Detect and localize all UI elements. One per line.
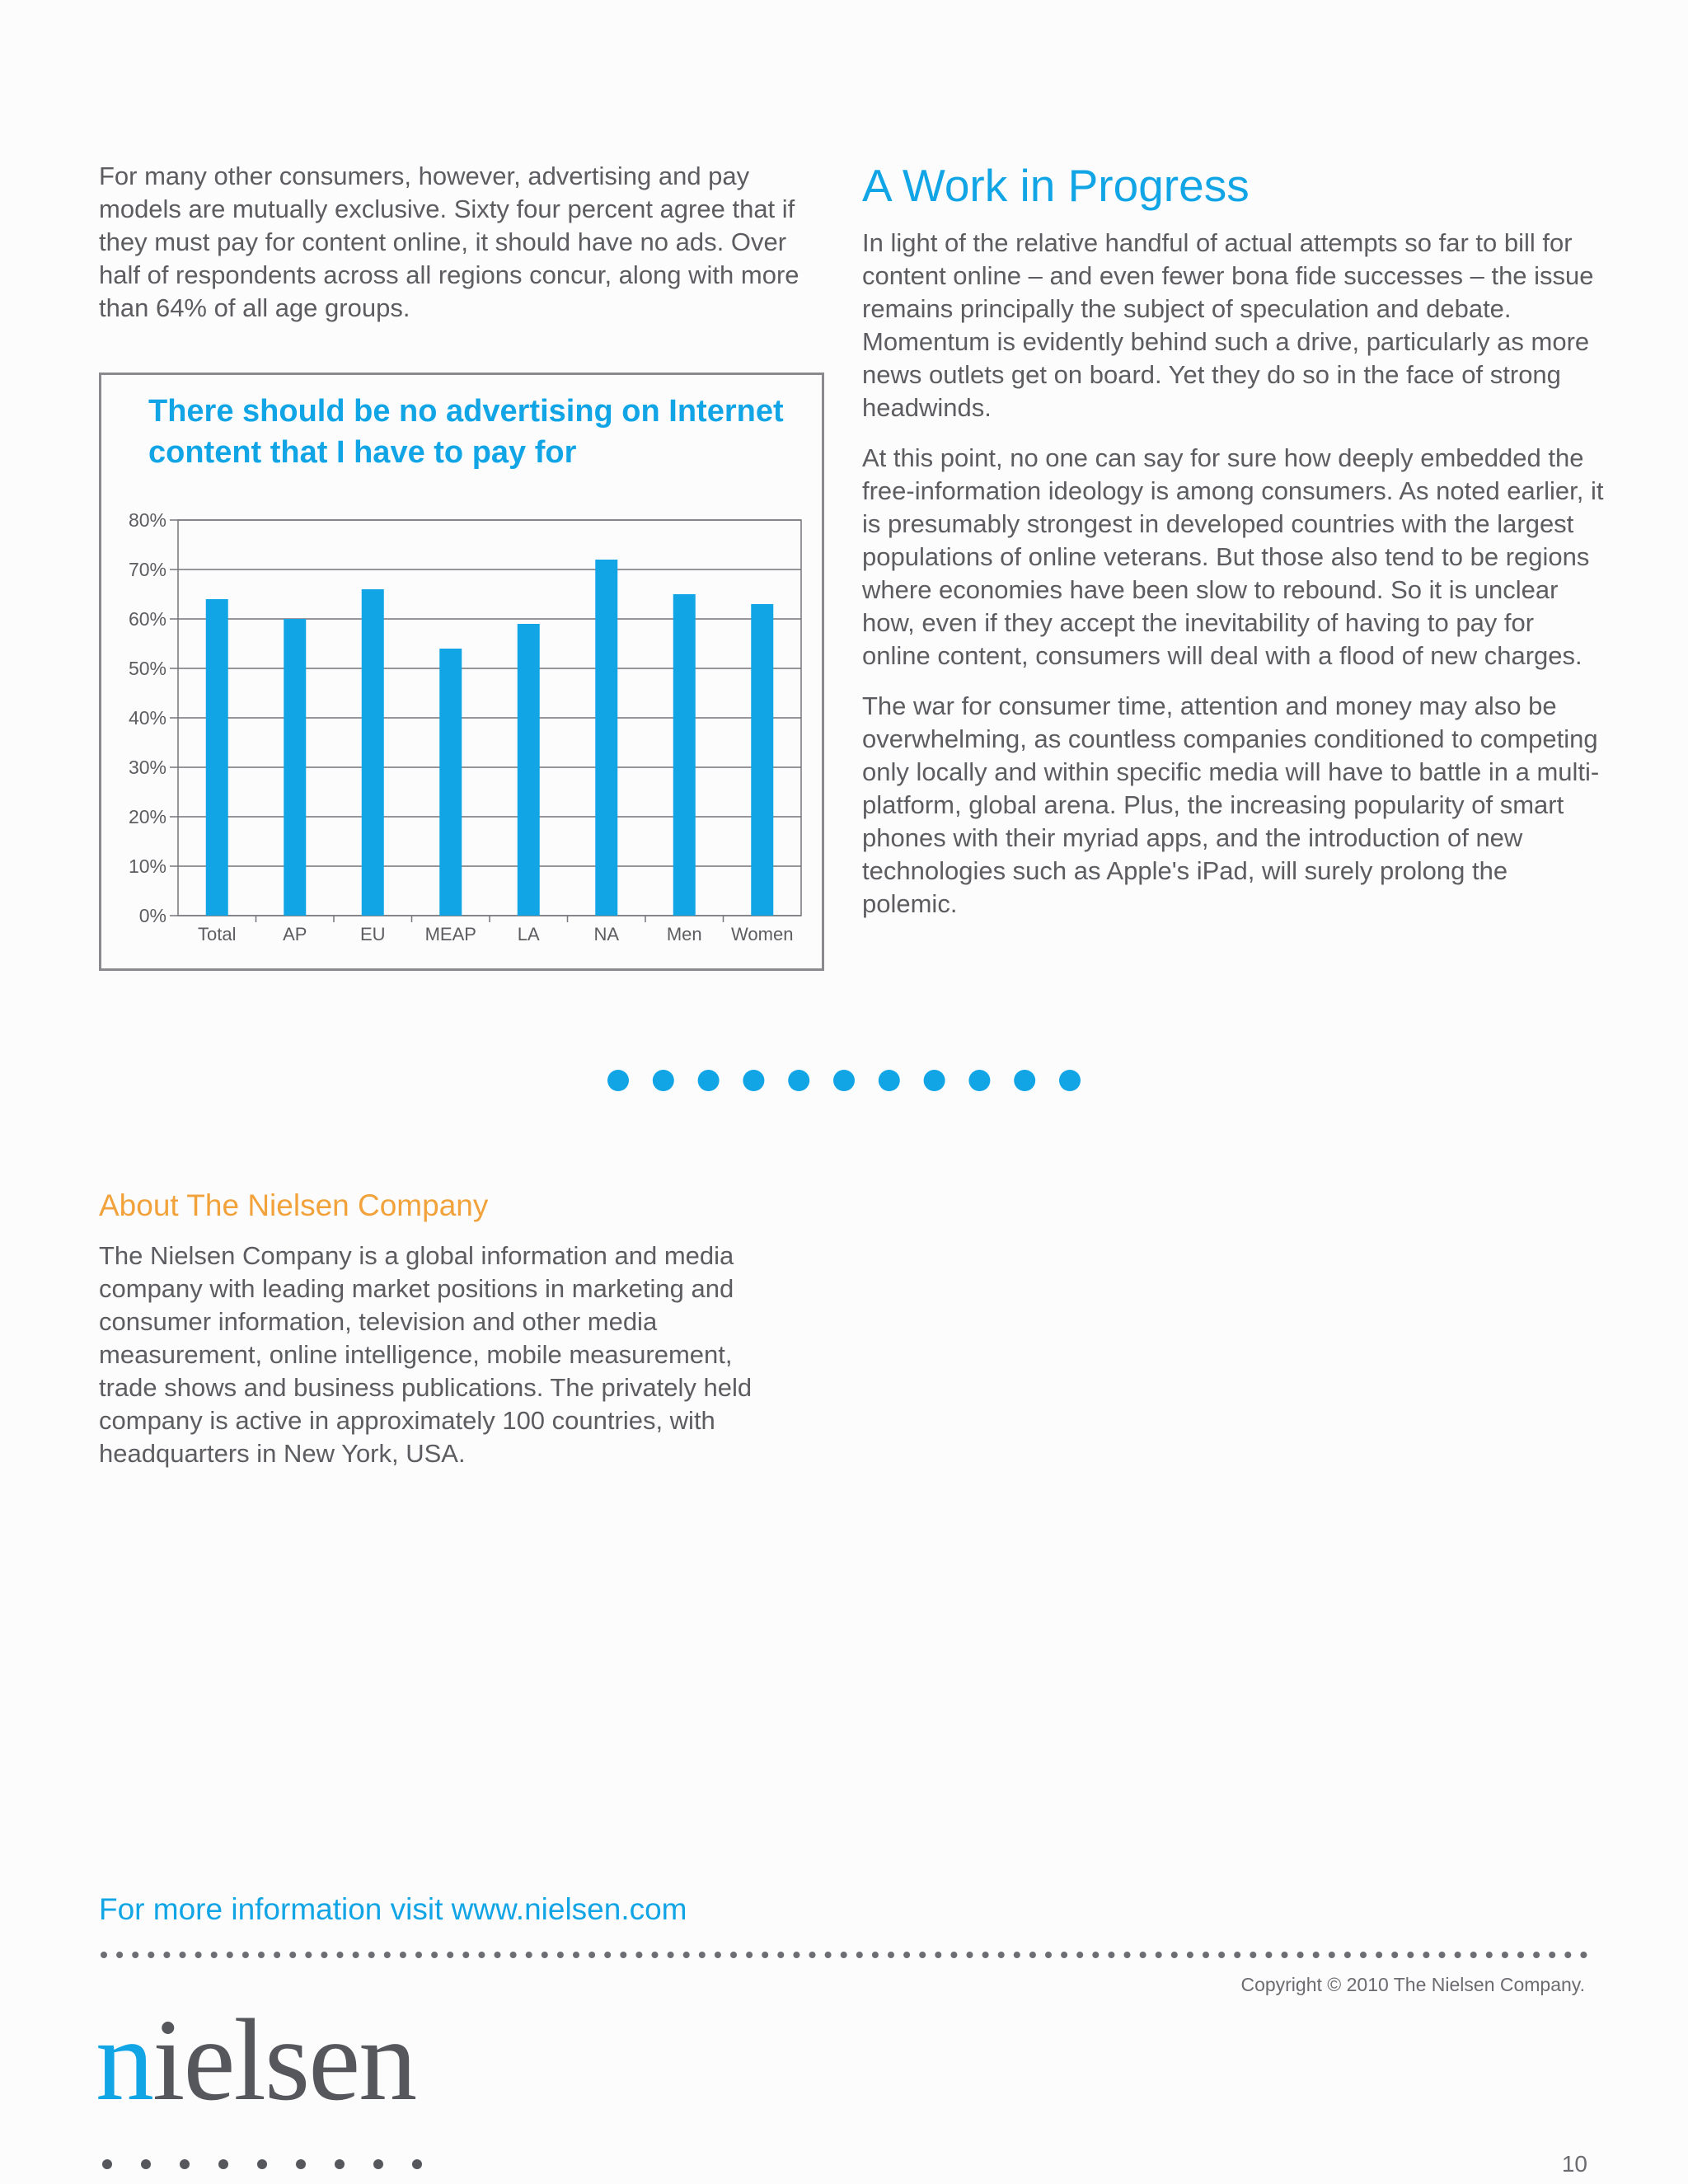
- rule-dot: [825, 1952, 832, 1958]
- y-tick-label: 10%: [128, 855, 166, 877]
- rule-dot: [211, 1952, 218, 1958]
- rule-dot: [1533, 1952, 1540, 1958]
- logo-dot: [102, 2159, 112, 2169]
- rule-dot: [510, 1952, 517, 1958]
- y-tick-label: 80%: [128, 509, 166, 531]
- rule-dot: [635, 1952, 642, 1958]
- logo-dot: [141, 2159, 151, 2169]
- rule-dot: [935, 1952, 941, 1958]
- divider-dot: [833, 1070, 855, 1091]
- x-tick-label: EU: [359, 924, 386, 944]
- rule-dot: [274, 1952, 280, 1958]
- divider-dot: [968, 1070, 990, 1091]
- rule-dot: [1455, 1952, 1461, 1958]
- rule-dot: [1156, 1952, 1162, 1958]
- rule-dot: [620, 1952, 626, 1958]
- rule-dot: [1014, 1952, 1020, 1958]
- rule-dot: [1108, 1952, 1114, 1958]
- rule-dot: [1234, 1952, 1240, 1958]
- about-heading: About The Nielsen Company: [99, 1188, 489, 1222]
- footer-dotted-rule: [99, 1950, 1587, 1960]
- rule-dot: [1282, 1952, 1288, 1958]
- rule-dot: [132, 1952, 138, 1958]
- divider-dot: [788, 1070, 809, 1091]
- rule-dot: [1360, 1952, 1367, 1958]
- rule-dot: [258, 1952, 265, 1958]
- copyright-notice: Copyright © 2010 The Nielsen Company.: [1240, 1974, 1585, 1995]
- y-tick-label: 70%: [128, 559, 166, 580]
- rule-dot: [573, 1952, 579, 1958]
- rule-dot: [604, 1952, 611, 1958]
- rule-dot: [1502, 1952, 1508, 1958]
- rule-dot: [1029, 1952, 1036, 1958]
- rule-dot: [1203, 1952, 1209, 1958]
- x-tick-label: AP: [283, 924, 307, 944]
- divider-dot: [653, 1070, 674, 1091]
- rule-dot: [762, 1952, 768, 1958]
- rule-dot: [888, 1952, 894, 1958]
- rule-dot: [903, 1952, 910, 1958]
- rule-dot: [1313, 1952, 1320, 1958]
- rule-dot: [683, 1952, 690, 1958]
- rule-dot: [1344, 1952, 1351, 1958]
- rule-dot: [1265, 1952, 1272, 1958]
- rule-dot: [431, 1952, 438, 1958]
- rule-dot: [462, 1952, 469, 1958]
- rule-dot: [668, 1952, 674, 1958]
- divider-dot: [698, 1070, 720, 1091]
- rule-dot: [841, 1952, 847, 1958]
- rule-dot: [116, 1952, 123, 1958]
- bar-women: [751, 604, 773, 916]
- rule-dot: [1171, 1952, 1178, 1958]
- rule-dot: [1187, 1952, 1193, 1958]
- rule-dot: [1218, 1952, 1225, 1958]
- divider-dot: [879, 1070, 900, 1091]
- rule-dot: [1407, 1952, 1414, 1958]
- divider-dot: [1059, 1070, 1081, 1091]
- rule-dot: [242, 1952, 249, 1958]
- rule-dot: [1061, 1952, 1067, 1958]
- y-tick-label: 30%: [128, 757, 166, 778]
- y-tick-label: 50%: [128, 658, 166, 679]
- rule-dot: [1045, 1952, 1052, 1958]
- rule-dot: [777, 1952, 784, 1958]
- bar-chart: [99, 494, 824, 956]
- work-in-progress-paragraph-2: At this point, no one can say for sure how deeply embedded the free-information ideology is among consumers. As noted earlier, it is presumably strongest in developed countries with the largest populations of online veterans. But those also tend to be regions where economies have been slow to rebound. So it is unclear how, even if they accept the inevitability of having to pay for online content, consumers will deal with a flood of new charges.: [862, 443, 1604, 670]
- rule-dot: [652, 1952, 659, 1958]
- work-in-progress-paragraph-3: The war for consumer time, attention and money may also be overwhelming, as countless companies conditioned to competing only locally and within specific media will have to battle in a multi-platform, global arena. Plus, the increasing popularity of smart phones with their myriad apps, and the introduction of new technologies such as Apple's iPad, will surely prolong the polemic.: [862, 691, 1600, 918]
- logo-dot: [412, 2159, 422, 2169]
- rule-dot: [321, 1952, 327, 1958]
- bar-eu: [362, 589, 384, 916]
- logo-dot: [335, 2159, 345, 2169]
- rule-dot: [1124, 1952, 1131, 1958]
- logo-dot: [296, 2159, 306, 2169]
- divider-dot: [924, 1070, 945, 1091]
- rule-dot: [1092, 1952, 1099, 1958]
- rule-dot: [180, 1952, 186, 1958]
- rule-dot: [1391, 1952, 1398, 1958]
- rule-dot: [1297, 1952, 1304, 1958]
- rule-dot: [1580, 1952, 1587, 1958]
- rule-dot: [793, 1952, 799, 1958]
- logo-dot: [218, 2159, 228, 2169]
- rule-dot: [1250, 1952, 1256, 1958]
- chart-title: There should be no advertising on Internet content that I have to pay for: [148, 394, 784, 470]
- rule-dot: [856, 1952, 863, 1958]
- page-number: 10: [1561, 2151, 1587, 2177]
- rule-dot: [163, 1952, 170, 1958]
- bar-total: [206, 599, 228, 916]
- rule-dot: [1329, 1952, 1335, 1958]
- bar-ap: [284, 619, 306, 916]
- section-heading-work-in-progress: A Work in Progress: [862, 160, 1250, 211]
- rule-dot: [1376, 1952, 1382, 1958]
- rule-dot: [982, 1952, 989, 1958]
- rule-dot: [1439, 1952, 1446, 1958]
- rule-dot: [148, 1952, 154, 1958]
- x-tick-label: Men: [666, 924, 702, 944]
- rule-dot: [542, 1952, 548, 1958]
- logo-lead-letter: n: [96, 1994, 152, 2125]
- divider-dot: [1014, 1070, 1035, 1091]
- bar-na: [595, 560, 617, 916]
- rule-dot: [919, 1952, 926, 1958]
- rule-dot: [447, 1952, 453, 1958]
- rule-dot: [101, 1952, 107, 1958]
- work-in-progress-paragraph-1: In light of the relative handful of actual attempts so far to bill for content online – and even fewer bona fide successes – the issue remains principally the subject of speculation and debate. Momentum is evidently behind such a drive, particularly as more news outlets get on board. Yet they do so in the face of strong headwinds.: [862, 228, 1594, 422]
- rule-dot: [967, 1952, 973, 1958]
- nielsen-logo: [96, 1994, 416, 2125]
- rule-dot: [353, 1952, 359, 1958]
- divider-dot: [743, 1070, 764, 1091]
- rule-dot: [1423, 1952, 1429, 1958]
- rule-dot: [1470, 1952, 1477, 1958]
- rule-dot: [305, 1952, 312, 1958]
- rule-dot: [195, 1952, 202, 1958]
- rule-dot: [1517, 1952, 1524, 1958]
- x-tick-label: Women: [731, 924, 794, 944]
- rule-dot: [809, 1952, 816, 1958]
- rule-dot: [950, 1952, 957, 1958]
- rule-dot: [699, 1952, 706, 1958]
- x-tick-label: NA: [593, 924, 620, 944]
- y-tick-label: 40%: [128, 707, 166, 729]
- rule-dot: [746, 1952, 753, 1958]
- y-tick-label: 20%: [128, 806, 166, 827]
- more-info-link[interactable]: For more information visit www.nielsen.com: [99, 1892, 687, 1926]
- rule-dot: [1076, 1952, 1083, 1958]
- rule-dot: [1486, 1952, 1493, 1958]
- y-tick-label: 0%: [138, 905, 166, 926]
- rule-dot: [227, 1952, 233, 1958]
- logo-dot: [180, 2159, 190, 2169]
- rule-dot: [415, 1952, 422, 1958]
- x-tick-label: MEAP: [424, 924, 476, 944]
- rule-dot: [495, 1952, 501, 1958]
- rule-dot: [478, 1952, 485, 1958]
- rule-dot: [289, 1952, 296, 1958]
- rule-dot: [337, 1952, 344, 1958]
- rule-dot: [715, 1952, 721, 1958]
- bar-la: [518, 624, 540, 916]
- rule-dot: [1549, 1952, 1555, 1958]
- logo-dot: [373, 2159, 383, 2169]
- intro-paragraph: For many other consumers, however, advertising and pay models are mutually exclusive. Sixty four percent agree that if they must pay for content online, it should have no ads. Over half of respondents across all regions concur, along with more than 64% of all age groups.: [99, 162, 799, 322]
- y-tick-label: 60%: [128, 608, 166, 630]
- rule-dot: [730, 1952, 737, 1958]
- rule-dot: [400, 1952, 406, 1958]
- rule-dot: [557, 1952, 564, 1958]
- logo-rest-letters: ielsen: [152, 1994, 416, 2125]
- x-tick-label: LA: [517, 924, 540, 944]
- rule-dot: [1564, 1952, 1571, 1958]
- divider-dot: [607, 1070, 629, 1091]
- about-paragraph: The Nielsen Company is a global information and media company with leading market positions in marketing and consumer information, television and other media measurement, online intelligence, mobile measurement, trade shows and business publications. The privately held company is active in approximately 100 countries, with headquarters in New York, USA.: [99, 1241, 753, 1468]
- rule-dot: [998, 1952, 1005, 1958]
- bar-meap: [439, 649, 462, 916]
- rule-dot: [526, 1952, 532, 1958]
- rule-dot: [384, 1952, 391, 1958]
- bar-men: [673, 594, 696, 916]
- section-divider-dots: [593, 1068, 1088, 1093]
- rule-dot: [588, 1952, 595, 1958]
- logo-dots: [101, 2158, 430, 2171]
- rule-dot: [368, 1952, 375, 1958]
- logo-dot: [257, 2159, 267, 2169]
- x-tick-label: Total: [198, 924, 237, 944]
- rule-dot: [872, 1952, 879, 1958]
- rule-dot: [1140, 1952, 1146, 1958]
